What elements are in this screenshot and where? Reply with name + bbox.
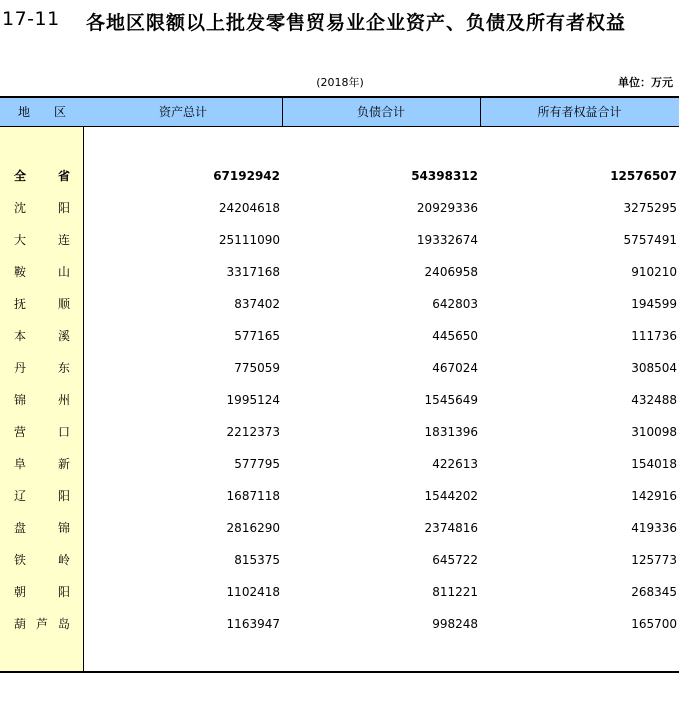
assets-value: 577165: [234, 329, 280, 343]
assets-value: 1163947: [226, 617, 280, 631]
region-char: 本: [14, 329, 27, 343]
equity-value: 142916: [631, 489, 677, 503]
region-name: [14, 160, 72, 192]
equity-value: 12576507: [610, 169, 677, 183]
equity-value: 910210: [631, 265, 677, 279]
region-char: 抚: [14, 297, 27, 311]
assets-value: 577795: [234, 457, 280, 471]
equity-value: 308504: [631, 361, 677, 375]
liabilities-value: 998248: [432, 617, 478, 631]
table-row: [0, 320, 679, 352]
region-char: 省: [58, 169, 71, 183]
region-name: [14, 224, 72, 256]
region-name: [14, 288, 72, 320]
assets-value: 775059: [234, 361, 280, 375]
region-name: [14, 384, 72, 416]
table-row: [0, 448, 679, 480]
region-char: 新: [58, 457, 71, 471]
table-row: [0, 480, 679, 512]
liabilities-value: 811221: [432, 585, 478, 599]
region-name: [14, 320, 72, 352]
region-char: 沈: [14, 201, 27, 215]
table-row: [0, 608, 679, 640]
liabilities-value: 645722: [432, 553, 478, 567]
liabilities-value: 1831396: [424, 425, 478, 439]
region-char: 溪: [58, 329, 71, 343]
region-char: 丹: [14, 361, 27, 375]
equity-value: 268345: [631, 585, 677, 599]
region-char: 山: [58, 265, 71, 279]
equity-value: 310098: [631, 425, 677, 439]
table-row: [0, 544, 679, 576]
region-char: 阜: [14, 457, 27, 471]
region-name: [14, 352, 72, 384]
assets-value: 815375: [234, 553, 280, 567]
region-char: 全: [14, 169, 27, 183]
assets-value: 1995124: [226, 393, 280, 407]
table-row: [0, 416, 679, 448]
table-title-text: 各地区限额以上批发零售贸易业企业资产、负债及所有者权益: [86, 12, 627, 34]
assets-value: 1687118: [226, 489, 280, 503]
assets-value: 2212373: [226, 425, 280, 439]
region-char: 鞍: [14, 265, 27, 279]
liabilities-value: 19332674: [416, 233, 478, 247]
region-name: [14, 192, 72, 224]
liabilities-value: 445650: [432, 329, 478, 343]
table-row: [0, 352, 679, 384]
region-name: [14, 416, 72, 448]
header-region: 地 区: [17, 105, 66, 119]
region-name: [14, 576, 72, 608]
data-table: [0, 96, 679, 672]
table-title: [2, 8, 679, 34]
equity-value: 194599: [631, 297, 677, 311]
region-char: 阳: [58, 585, 71, 599]
region-char: 口: [58, 425, 71, 439]
region-char: 阳: [58, 489, 71, 503]
region-name: [14, 256, 72, 288]
region-char: 岭: [58, 553, 71, 567]
region-char: 朝: [14, 585, 27, 599]
table-row: [0, 576, 679, 608]
equity-value: 165700: [631, 617, 677, 631]
region-char: 营: [14, 425, 27, 439]
region-char: 大: [14, 233, 27, 247]
header-divider: [480, 98, 481, 127]
region-name: [14, 448, 72, 480]
header-assets: 资产总计: [158, 105, 207, 119]
assets-value: 67192942: [213, 169, 280, 183]
assets-value: 24204618: [218, 201, 280, 215]
equity-value: 3275295: [623, 201, 677, 215]
equity-value: 111736: [631, 329, 677, 343]
equity-value: 154018: [631, 457, 677, 471]
unit-label: 单位：万元: [618, 76, 673, 89]
liabilities-value: 467024: [432, 361, 478, 375]
region-char: 芦: [36, 617, 49, 631]
year-label: (2018年): [316, 76, 364, 89]
total-row: [0, 160, 679, 192]
liabilities-value: 1544202: [424, 489, 478, 503]
table-row: [0, 256, 679, 288]
table-row: [0, 288, 679, 320]
region-char: 葫: [14, 617, 27, 631]
assets-value: 25111090: [218, 233, 280, 247]
liabilities-value: 20929336: [416, 201, 478, 215]
equity-value: 432488: [631, 393, 677, 407]
table-row: [0, 384, 679, 416]
region-char: 顺: [58, 297, 71, 311]
region-char: 锦: [14, 393, 27, 407]
liabilities-value: 1545649: [424, 393, 478, 407]
liabilities-value: 2406958: [424, 265, 478, 279]
liabilities-value: 54398312: [411, 169, 478, 183]
table-bottom-rule: [0, 671, 679, 673]
region-char: 盘: [14, 521, 27, 535]
header-liabilities: 负债合计: [356, 105, 405, 119]
region-char: 连: [58, 233, 71, 247]
region-char: 铁: [14, 553, 27, 567]
table-row: [0, 224, 679, 256]
liabilities-value: 2374816: [424, 521, 478, 535]
assets-value: 2816290: [226, 521, 280, 535]
assets-value: 1102418: [226, 585, 280, 599]
assets-value: 837402: [234, 297, 280, 311]
table-header: [0, 96, 679, 127]
table-row: [0, 192, 679, 224]
liabilities-value: 642803: [432, 297, 478, 311]
equity-value: 419336: [631, 521, 677, 535]
assets-value: 3317168: [226, 265, 280, 279]
region-name: [14, 608, 72, 640]
liabilities-value: 422613: [432, 457, 478, 471]
header-divider: [282, 98, 283, 127]
region-char: 锦: [58, 521, 71, 535]
region-char: 州: [58, 393, 71, 407]
region-char: 阳: [58, 201, 71, 215]
equity-value: 5757491: [623, 233, 677, 247]
region-name: [14, 544, 72, 576]
region-name: [14, 480, 72, 512]
table-row: [0, 512, 679, 544]
region-name: [14, 512, 72, 544]
equity-value: 125773: [631, 553, 677, 567]
header-equity: 所有者权益合计: [537, 105, 622, 119]
region-char: 东: [58, 361, 71, 375]
table-number: 17-11: [2, 8, 60, 30]
region-char: 岛: [58, 617, 71, 631]
region-char: 辽: [14, 489, 27, 503]
